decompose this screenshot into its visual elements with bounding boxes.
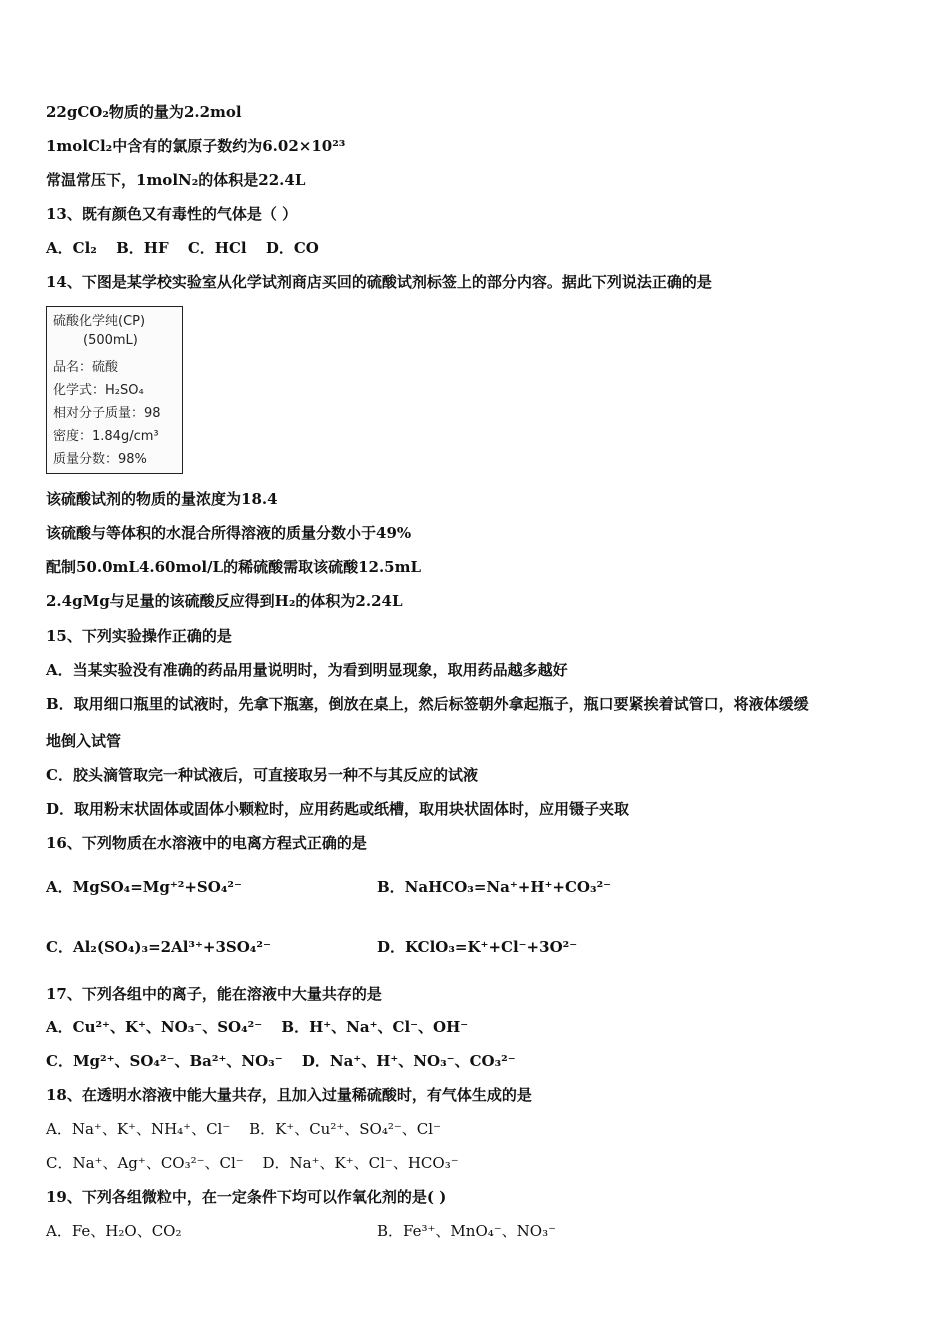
q13-option-c: C．HCl xyxy=(187,239,247,257)
q16-option-a: A．MgSO₄=Mg⁺²+SO₄²⁻ xyxy=(46,878,242,896)
q16-option-c: C．Al₂(SO₄)₃=2Al³⁺+3SO₄²⁻ xyxy=(46,938,271,956)
q16-option-b: B．NaHCO₃=Na⁺+H⁺+CO₃²⁻ xyxy=(377,878,612,896)
q18-options-ab xyxy=(46,1119,441,1139)
q14-stem: 14、下图是某学校实验室从化学试剂商店买回的硫酸试剂标签上的部分内容。据此下列说法正确的是 xyxy=(46,273,712,291)
q17-stem: 17、下列各组中的离子，能在溶液中大量共存的是 xyxy=(46,985,382,1003)
q18-stem: 18、在透明水溶液中能大量共存，且加入过量稀硫酸时，有气体生成的是 xyxy=(46,1086,532,1104)
q12-option-d: 常温常压下，1molN₂的体积是22.4L xyxy=(46,171,306,189)
q13-option-b: B．HF xyxy=(116,239,169,257)
q18-option-c: C．Na⁺、Ag⁺、CO₃²⁻、Cl⁻ xyxy=(46,1154,244,1172)
q17-option-c: C．Mg²⁺、SO₄²⁻、Ba²⁺、NO₃⁻ xyxy=(46,1052,283,1070)
reagent-label-image xyxy=(46,306,183,474)
q13-option-a: A．Cl₂ xyxy=(46,239,97,257)
q14-option-d: 2.4gMg与足量的该硫酸反应得到H₂的体积为2.24L xyxy=(46,592,403,610)
q18-options-cd xyxy=(46,1153,459,1173)
q19-option-b: B．Fe³⁺、MnO₄⁻、NO₃⁻ xyxy=(377,1222,557,1240)
q18-option-d: D．Na⁺、K⁺、Cl⁻、HCO₃⁻ xyxy=(262,1154,459,1172)
q19-stem: 19、下列各组微粒中，在一定条件下均可以作氧化剂的是( ) xyxy=(46,1188,447,1206)
q12-option-b: 22gCO₂物质的量为2.2mol xyxy=(46,103,242,121)
q15-option-a: A．当某实验没有准确的药品用量说明时，为看到明显现象，取用药品越多越好 xyxy=(46,661,568,679)
q13-stem: 13、既有颜色又有毒性的气体是（ ） xyxy=(46,205,298,223)
q17-option-b: B．H⁺、Na⁺、Cl⁻、OH⁻ xyxy=(281,1018,469,1036)
q14-option-b: 该硫酸与等体积的水混合所得溶液的质量分数小于49% xyxy=(46,524,412,542)
q15-stem: 15、下列实验操作正确的是 xyxy=(46,627,232,645)
q17-option-d: D．Na⁺、H⁺、NO₃⁻、CO₃²⁻ xyxy=(301,1052,516,1070)
q16-stem: 16、下列物质在水溶液中的电离方程式正确的是 xyxy=(46,834,367,852)
label-formula: 化学式：H₂SO₄ xyxy=(53,383,144,398)
label-volume: (500mL) xyxy=(83,333,138,348)
label-name: 品名：硫酸 xyxy=(53,360,119,375)
q12-option-c: 1molCl₂中含有的氯原子数约为6.02×10²³ xyxy=(46,137,346,155)
q13-option-d: D．CO xyxy=(265,239,319,257)
q17-options-ab xyxy=(46,1017,468,1037)
q15-option-b-line1: B．取用细口瓶里的试液时，先拿下瓶塞，倒放在桌上，然后标签朝外拿起瓶子，瓶口要紧挨着试管口，将液体缓缓 xyxy=(46,695,809,713)
q13-options xyxy=(46,238,319,258)
label-molar-mass: 相对分子质量：98 xyxy=(53,406,161,421)
label-density: 密度：1.84g/cm³ xyxy=(53,429,159,444)
q15-option-b-line2: 地倒入试管 xyxy=(46,732,122,750)
q18-option-a: A．Na⁺、K⁺、NH₄⁺、Cl⁻ xyxy=(46,1120,231,1138)
q15-option-d: D．取用粉末状固体或固体小颗粒时，应用药匙或纸槽，取用块状固体时，应用镊子夹取 xyxy=(46,800,630,818)
q17-options-cd xyxy=(46,1051,516,1071)
q14-option-c: 配制50.0mL4.60mol/L的稀硫酸需取该硫酸12.5mL xyxy=(46,558,422,576)
q19-option-a: A．Fe、H₂O、CO₂ xyxy=(46,1222,182,1240)
q17-option-a: A．Cu²⁺、K⁺、NO₃⁻、SO₄²⁻ xyxy=(46,1018,263,1036)
label-mass-fraction: 质量分数：98% xyxy=(53,452,147,467)
q14-option-a: 该硫酸试剂的物质的量浓度为18.4 xyxy=(46,490,278,508)
q16-option-d: D．KClO₃=K⁺+Cl⁻+3O²⁻ xyxy=(377,938,578,956)
q18-option-b: B．K⁺、Cu²⁺、SO₄²⁻、Cl⁻ xyxy=(249,1120,441,1138)
label-title: 硫酸化学纯(CP) xyxy=(53,314,146,329)
q15-option-c: C．胶头滴管取完一种试液后，可直接取另一种不与其反应的试液 xyxy=(46,766,478,784)
